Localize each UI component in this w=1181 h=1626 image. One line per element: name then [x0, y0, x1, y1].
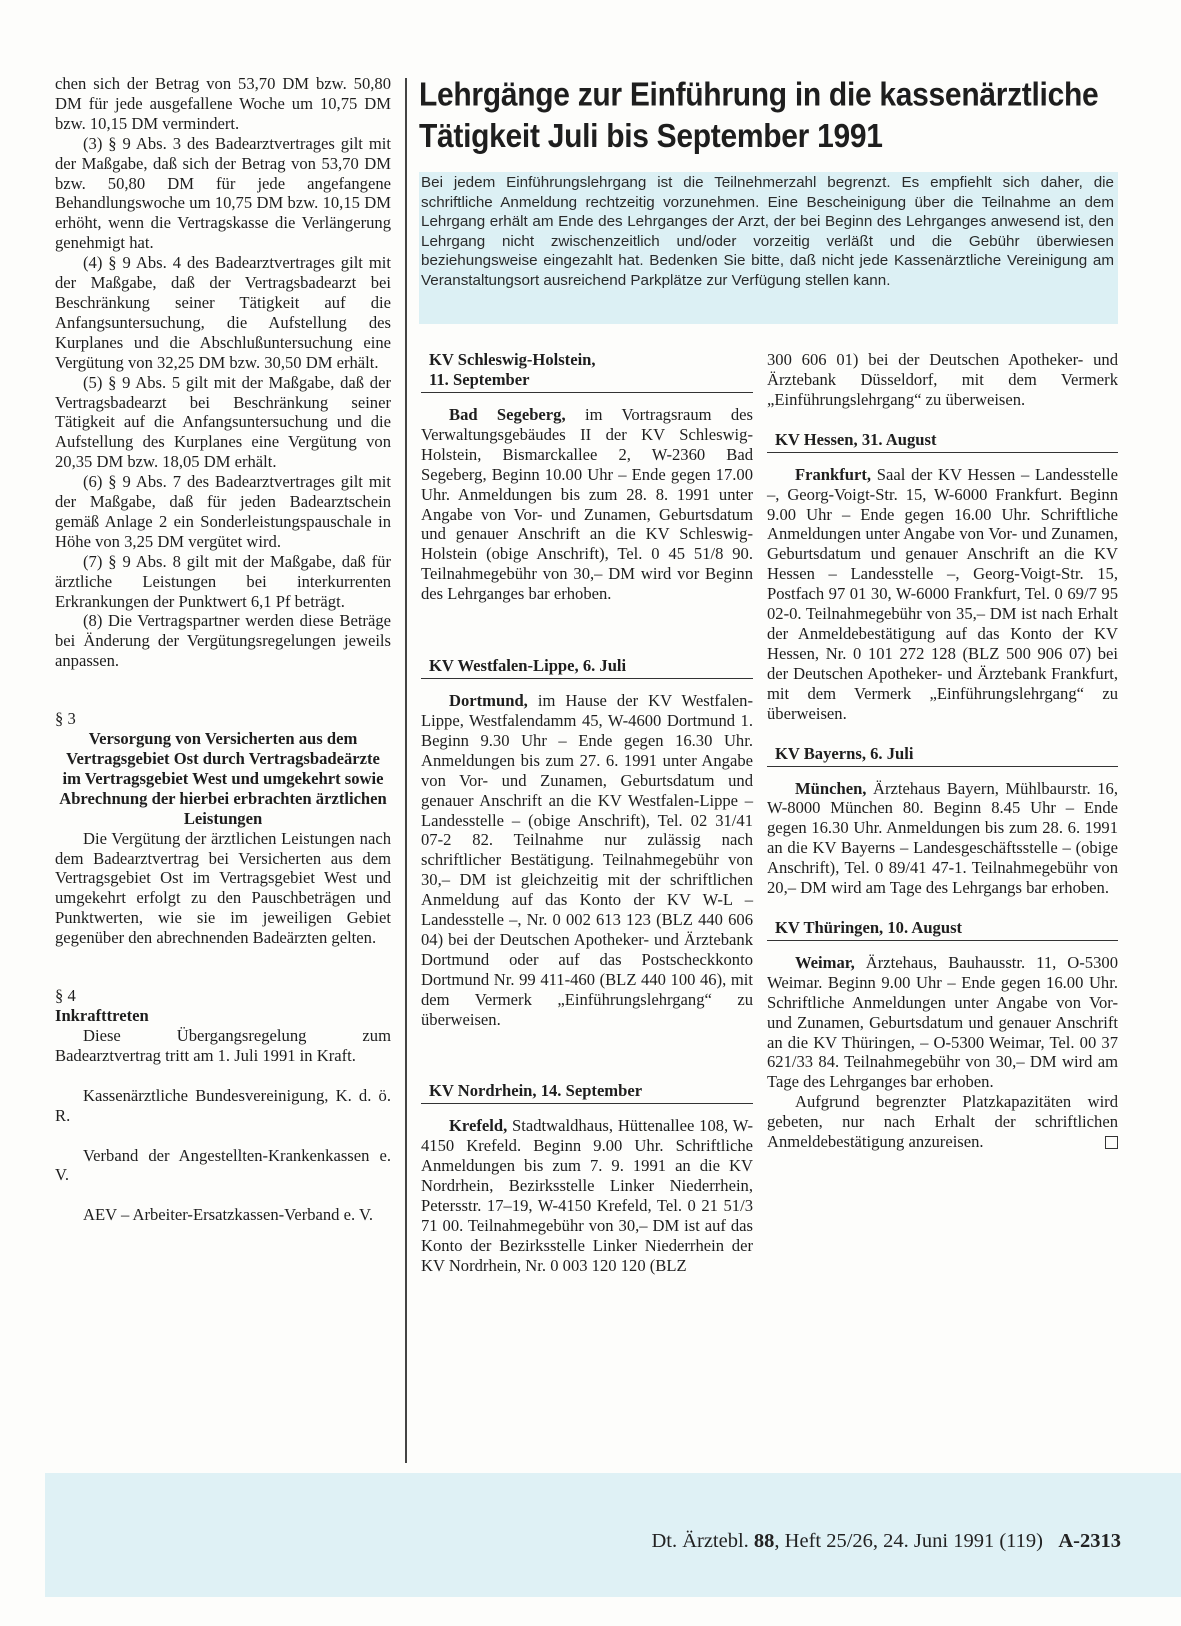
paragraph: (3) § 9 Abs. 3 des Badearztvertrages gilt mit der Maßgabe, daß sich der Betrag von 53,70 DM bzw. 50,80 DM für jede angefangene Behandlungswoche um 10,75 DM bzw. 10,15 DM erhöht, wenn die Vertragskasse die Verlängerung genehmigt hat.	[55, 133, 391, 253]
section-title: Versorgung von Versicherten aus dem Vertragsgebiet Ost durch Vertragsbadeärzte im Vertragsgebiet West und umgekehrt sowie Abrechnung der hierbei erbrachten ärztlichen Leistungen	[59, 729, 387, 828]
paragraph: Die Vergütung der ärztlichen Leistungen nach dem Badearztvertrag bei Versicherten aus dem Vertragsgebiet Ost im Vertragsgebiet West und umgekehrt erfolgt zu den Pauschbeträgen und Punktwerten, wie sie im jeweiligen Gebiet gegenüber den abrechnenden Badeärzten gelten.	[55, 828, 391, 948]
end-mark-icon	[1105, 1136, 1118, 1149]
page-footer: Dt. Ärztebl. 88, Heft 25/26, 24. Juni 1991 (119) A-2313	[651, 1530, 1121, 1552]
section-number: § 4	[55, 986, 76, 1006]
signatory: AEV – Arbeiter-Ersatzkassen-Verband e. V.	[83, 1205, 373, 1225]
paragraph: (5) § 9 Abs. 5 gilt mit der Maßgabe, daß der Vertragsbadearzt bei Beschränkung seiner Tätigkeit auf die Anfangsuntersuchung und die Aufstellung des Kurplanes eine Vergütung von 20,35 DM bzw. 18,05 DM erhält.	[55, 372, 391, 472]
course-heading: KV Thüringen, 10. August	[767, 918, 1118, 941]
page-title: Lehrgänge zur Einführung in die kassenärztliche Tätigkeit Juli bis September 1991	[419, 76, 1099, 155]
course-heading: KV Schleswig-Holstein, 11. September	[421, 350, 753, 393]
section-title: Inkrafttreten	[55, 1005, 149, 1025]
paragraph: (6) § 9 Abs. 7 des Badearztvertrages gilt mit der Maßgabe, daß für jeden Badearztschein gemäß Anlage 2 ein Sonderleistungspauschale in Höhe von 3,25 DM vergütet wird.	[55, 472, 391, 551]
intro-box	[419, 172, 1118, 324]
signatory: Verband der Angestellten-Krankenkassen e. V.	[55, 1145, 391, 1185]
paragraph: chen sich der Betrag von 53,70 DM bzw. 50,80 DM für jede ausgefallene Woche um 10,75 DM bzw. 10,15 DM vermindert.	[55, 74, 391, 133]
course-text: München, Ärztehaus Bayern, Mühlbaurstr. 16, W-8000 München 80. Beginn 8.45 Uhr – Ende gegen 16.30 Uhr. Anmeldungen bis zum 28. 6. 1991 an die KV Bayerns – Landesgeschäftsstelle – (obige Anschrift), Tel. 0 89/41 47-1. Teilnahmegebühr von 20,– DM wird am Tage des Lehrgangs bar erhoben.	[767, 778, 1118, 898]
paragraph: (8) Die Vertragspartner werden diese Beträge bei Änderung der Vergütungsregelungen jeweils anpassen.	[55, 611, 391, 671]
course-text: Dortmund, im Hause der KV Westfalen-Lippe, Westfalendamm 45, W-4600 Dortmund 1. Beginn 9.30 Uhr – Ende gegen 16.30 Uhr. Anmeldungen bis zum 27. 6. 1991 unter Angabe von Vor- und Zunamen, Geburtsdatum und genauer Anschrift an die KV Westfalen-Lippe – Landesstelle – (obige Anschrift), Tel. 02 31/41 07-2 82. Teilnahme nur zulässig nach schriftlicher Bestätigung. Teilnahmegebühr von 30,– DM ist gleichzeitig mit der schriftlichen Anmeldung auf das Konto der KV W-L – Landesstelle –, Nr. 0 002 613 123 (BLZ 440 606 04) bei der Deutschen Apotheker- und Ärztebank Dortmund oder auf das Postscheckkonto Dortmund Nr. 99 411-460 (BLZ 440 100 46), mit dem Vermerk „Einführungslehrgang“ zu überweisen.	[421, 691, 753, 1029]
middle-column	[421, 350, 753, 1276]
paragraph: Diese Übergangsregelung zum Badearztvertrag tritt am 1. Juli 1991 in Kraft.	[55, 1025, 391, 1065]
signatory: Kassenärztliche Bundesvereinigung, K. d. ö. R.	[55, 1085, 391, 1125]
intro-text: Bei jedem Einführungslehrgang ist die Teilnehmerzahl begrenzt. Es empfiehlt sich daher, die schriftliche Anmeldung rechtzeitig vorzunehmen. Eine Bescheinigung über die Teilnahme an dem Lehrgang erhält am Ende des Lehrganges der Arzt, der bei Beginn des Lehrganges anwesend ist, den Lehrgang nicht zwischenzeitlich und/oder vorzeitig verläßt und die Gebühr überwiesen beziehungsweise eingezahlt hat. Bedenken Sie bitte, daß nicht jede Kassenärztliche Vereinigung am Veranstaltungsort ausreichend Parkplätze zur Verfügung stellen kann.	[421, 174, 1114, 289]
section-number: § 3	[55, 709, 76, 729]
right-column	[767, 350, 1118, 1152]
paragraph: (7) § 9 Abs. 8 gilt mit der Maßgabe, daß für ärztliche Leistungen bei interkurrenten Erkrankungen der Punktwert 6,1 Pf beträgt.	[55, 551, 391, 611]
course-text: Aufgrund begrenzter Platzkapazitäten wird gebeten, nur nach Erhalt der schriftlichen Anmeldebestätigung anzureisen.	[767, 1092, 1118, 1152]
course-heading: KV Hessen, 31. August	[767, 430, 1118, 453]
course-heading: KV Bayerns, 6. Juli	[767, 744, 1118, 767]
column-divider	[405, 78, 407, 1463]
course-heading: KV Nordrhein, 14. September	[421, 1081, 753, 1104]
course-text: Weimar, Ärztehaus, Bauhausstr. 11, O-5300 Weimar. Beginn 9.00 Uhr – Ende gegen 16.00 Uhr. Schriftliche Anmeldungen unter Angabe von Vor- und Zunamen, Geburtsdatum und genauer Anschrift an die KV Thüringen, – O-5300 Weimar, Tel. 00 37 621/33 84. Teilnahmegebühr von 30,– DM wird am Tage des Lehrganges bar erhoben.	[767, 952, 1118, 1092]
course-text: Krefeld, Stadtwaldhaus, Hüttenallee 108, W-4150 Krefeld. Beginn 9.00 Uhr. Schriftliche Anmeldungen bis zum 7. 9. 1991 an die KV Nordrhein, Bezirksstelle Linker Niederrhein, Petersstr. 17–19, W-4150 Krefeld, Tel. 0 21 51/3 71 00. Teilnahmegebühr von 30,– DM ist auf das Konto der Bezirksstelle Linker Niederrhein der KV Nordrhein, Nr. 0 003 120 120 (BLZ	[421, 1116, 753, 1275]
course-heading: KV Westfalen-Lippe, 6. Juli	[421, 656, 753, 679]
course-text: Bad Segeberg, im Vortragsraum des Verwaltungsgebäudes II der KV Schleswig-Holstein, Bismarckallee 2, W-2360 Bad Segeberg, Beginn 10.00 Uhr – Ende gegen 17.00 Uhr. Anmeldungen bis zum 28. 8. 1991 unter Angabe von Vor- und Zunamen, Geburtsdatum und genauer Anschrift an die KV Schleswig-Holstein (obige Anschrift), Tel. 0 45 51/8 90. Teilnahmegebühr von 30,– DM wird vor Beginn des Lehrganges bar erhoben.	[421, 405, 753, 604]
course-text: 300 606 01) bei der Deutschen Apotheker- und Ärztebank Düsseldorf, mit dem Vermerk „Einführungslehrgang“ zu überweisen.	[767, 350, 1118, 409]
left-column	[55, 74, 391, 1225]
course-text: Frankfurt, Saal der KV Hessen – Landesstelle –, Georg-Voigt-Str. 15, W-6000 Frankfurt. Beginn 9.00 Uhr – Ende gegen 16.00 Uhr. Schriftliche Anmeldungen unter Angabe von Vor- und Zunamen, Geburtsdatum und genauer Anschrift an die KV Hessen – Landesstelle –, Georg-Voigt-Str. 15, Postfach 97 01 30, W-6000 Frankfurt, Tel. 0 69/7 95 02-0. Teilnahmegebühr von 35,– DM ist nach Erhalt der Anmeldebestätigung auf das Konto der KV Hessen, Nr. 0 101 272 128 (BLZ 500 906 07) bei der Deutschen Apotheker- und Ärztebank Frankfurt, mit dem Vermerk „Einführungslehrgang“ zu überweisen.	[767, 464, 1118, 723]
paragraph: (4) § 9 Abs. 4 des Badearztvertrages gilt mit der Maßgabe, daß der Vertragsbadearzt bei Beschränkung seiner Tätigkeit auf die Anfangsuntersuchung, die Aufstellung des Kurplanes und die Abschlußuntersuchung eine Vergütung von 32,25 DM bzw. 30,50 DM erhält.	[55, 253, 391, 372]
